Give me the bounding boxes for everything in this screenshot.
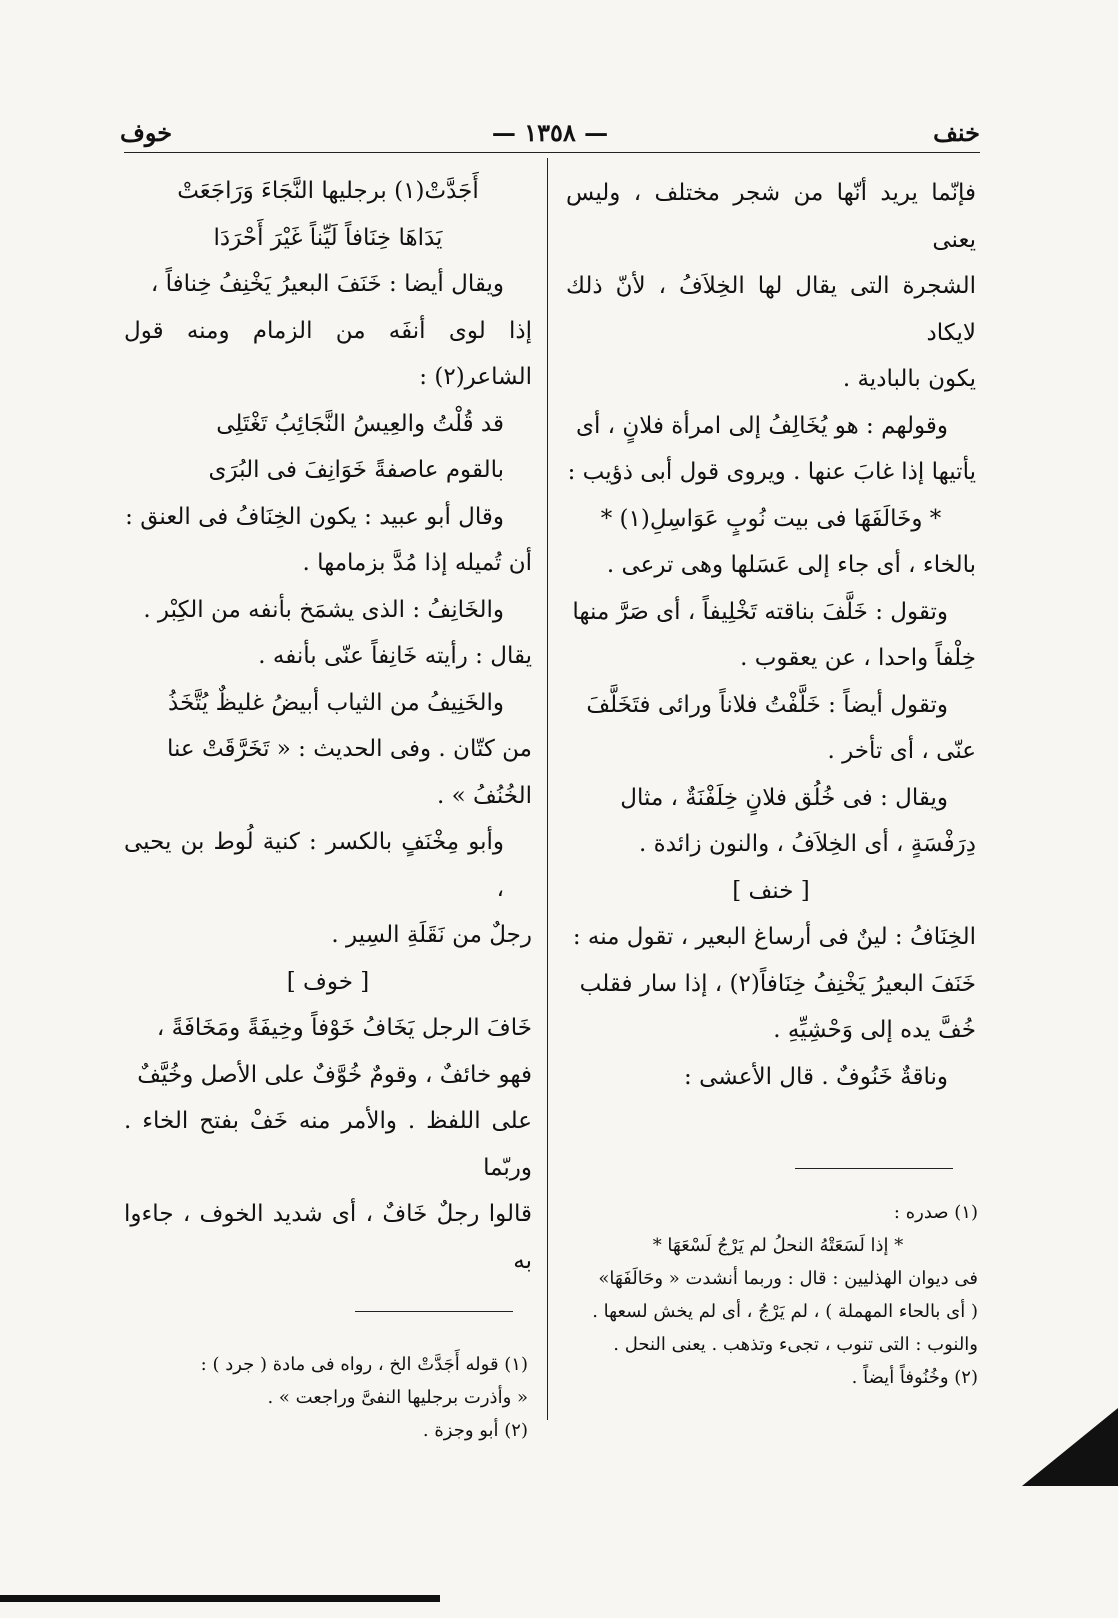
footnotes-left bbox=[138, 1348, 528, 1447]
verse-line: قد قُلْتُ والعِيسُ النَّجَائِبُ تَغْتَلِى bbox=[216, 410, 504, 437]
left-column bbox=[124, 168, 532, 1284]
text-line: وناقةٌ خَنُوفٌ . قال الأعشى : bbox=[684, 1063, 948, 1090]
text-line: خِلْفاً واحدا ، عن يعقوب . bbox=[740, 645, 976, 671]
text-line: والخَانِفُ : الذى يشمَخ بأنفه من الكِبْر . bbox=[143, 596, 504, 623]
header-left-word: خوف bbox=[120, 118, 173, 147]
text-line: وقولهم : هو يُخَالِفُ إلى امرأة فلانٍ ، أى bbox=[575, 412, 948, 439]
verse-line: يَدَاهَا خِنَافاً لَيِّناً غَيْرَ أَحْرَدَا bbox=[213, 224, 443, 251]
text-line: رجلٌ من نَقَلَةِ السِير . bbox=[331, 922, 532, 948]
text-line: وتقول : خَلَّفَ بناقته تَخْلِيفاً ، أى صَرَّ منها bbox=[572, 598, 948, 625]
verse-line: * وخَالَفَهَا فى بيت نُوبٍ عَوَاسِلِ(١) * bbox=[600, 505, 942, 532]
text-line: الشجرة التى يقال لها الخِلاَفُ ، لأنّ ذلك لايكاد bbox=[566, 273, 976, 346]
footnote-line: (١) صدره : bbox=[893, 1202, 978, 1223]
text-line: على اللفظ . والأمر منه خَفْ بفتح الخاء . وربّما bbox=[124, 1108, 532, 1181]
verse-line: أَجَدَّتْ(١) برجليها النَّجَاءَ وَرَاجَعَتْ bbox=[177, 178, 479, 204]
section-heading-khanaf: [ خنف ] bbox=[732, 877, 810, 904]
text-line: إذا لوى أنفَه من الزمام ومنه قول الشاعر(٢) : bbox=[124, 317, 532, 390]
text-line: خَنَفَ البعيرُ يَخْنِفُ خِنَافاً(٢) ، إذا سار فقلب bbox=[579, 970, 976, 997]
footnote-line: « وأذرت برجليها النفىَّ وراجعت » . bbox=[267, 1387, 528, 1408]
footnote-line: (٢) وخُنُوفاً أيضاً . bbox=[851, 1367, 978, 1388]
text-line: أن تُميله إذا مُدَّ بزمامها . bbox=[302, 550, 532, 576]
footnote-rule-left bbox=[355, 1311, 513, 1312]
text-line: الخِنَافُ : لينٌ فى أرساغ البعير ، تقول منه : bbox=[572, 924, 976, 950]
header-rule bbox=[124, 152, 980, 153]
text-line: خَافَ الرجل يَخَافُ خَوْفاً وخِيفَةً ومَخَافَةً ، bbox=[156, 1015, 532, 1041]
text-line: خُفَّ يده إلى وَحْشِيِّهِ . bbox=[773, 1017, 976, 1043]
right-column bbox=[566, 170, 976, 1100]
footnote-line: ( أى بالحاء المهملة ) ، لم يَرْجُ ، أى لم يخش لسعها . bbox=[592, 1301, 978, 1322]
text-line: ويقال أيضا : خَنَفَ البعيرُ يَخْنِفُ خِنافاً ، bbox=[150, 271, 504, 297]
footnote-line: والنوب : التى تنوب ، تجىء وتذهب . يعنى النحل . bbox=[613, 1334, 978, 1355]
text-line: يأتيها إذا غابَ عنها . ويروى قول أبى ذؤيب : bbox=[567, 459, 976, 485]
text-line: يكون بالبادية . bbox=[842, 366, 976, 392]
text-line: يقال : رأيته خَانِفاً عنّى بأنفه . bbox=[258, 643, 532, 669]
scan-bottom-bar bbox=[0, 1595, 440, 1602]
text-line: من كتّان . وفى الحديث : « تَخَرَّقَتْ عنا bbox=[166, 736, 532, 762]
section-heading-khawf: [ خوف ] bbox=[286, 968, 370, 995]
footnote-rule-right bbox=[795, 1168, 953, 1169]
header-right-word: خنف bbox=[933, 118, 980, 147]
footnotes-right bbox=[578, 1196, 978, 1394]
text-line: وقال أبو عبيد : يكون الخِنَافُ فى العنق : bbox=[125, 503, 504, 530]
text-line: عنّى ، أى تأخر . bbox=[827, 738, 976, 764]
footnote-line: (٢) أبو وجزة . bbox=[422, 1420, 528, 1441]
footnote-verse: * إذا لَسَعَتْهُ النحلُ لم يَرْجُ لَسْعَهَا * bbox=[652, 1235, 904, 1256]
text-line: وتقول أيضاً : خَلَّفْتُ فلاناً ورائى فتَخَلَّفَ bbox=[586, 691, 948, 718]
text-line: قالوا رجلٌ خَافٌ ، أى شديد الخوف ، جاءوا به bbox=[124, 1201, 532, 1274]
text-line: ويقال : فى خُلُق فلانٍ خِلَفْنَةٌ ، مثال bbox=[620, 784, 948, 811]
text-line: بالخاء ، أى جاء إلى عَسَلها وهى ترعى . bbox=[606, 552, 976, 578]
scan-edge-mark bbox=[1022, 1408, 1118, 1486]
footnote-line: فى ديوان الهذليين : قال : وربما أنشدت « وحَالَفَهَا» bbox=[598, 1268, 978, 1289]
column-divider bbox=[547, 158, 548, 1420]
text-line: الخُنُفُ » . bbox=[437, 782, 532, 809]
text-line: والخَنِيفُ من الثياب أبيضُ غليظٌ يُتَّخَذُ bbox=[168, 689, 504, 716]
text-line: دِرَفْسَةٍ ، أى الخِلاَفُ ، والنون زائدة . bbox=[639, 831, 976, 857]
text-line: وأبو مِخْنَفٍ بالكسر : كنية لُوط بن يحيى ، bbox=[124, 829, 504, 902]
page-number: — ١٣٥٨ — bbox=[491, 118, 609, 147]
footnote-line: (١) قوله أَجَدَّتْ الخ ، رواه فى مادة ( جرد ) : bbox=[200, 1354, 528, 1375]
text-line: فهو خائفٌ ، وقومٌ خُوَّفٌ على الأصل وخُيَّفٌ bbox=[137, 1061, 532, 1088]
verse-line: بالقوم عاصفةً خَوَانِفَ فى البُرَى bbox=[208, 457, 504, 483]
text-line: فإنّما يريد أنّها من شجر مختلف ، وليس يعنى bbox=[566, 180, 976, 253]
